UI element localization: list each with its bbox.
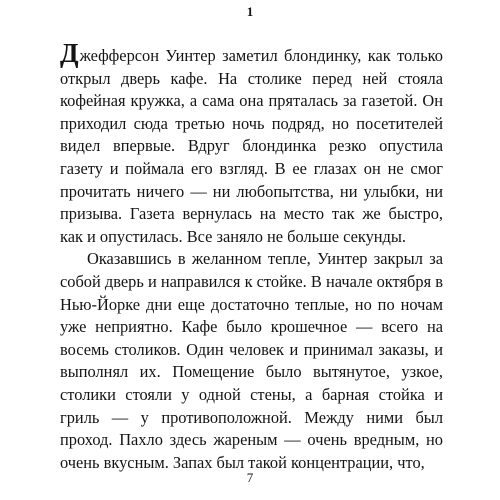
drop-cap: Д [60, 38, 79, 68]
paragraph-2: Оказавшись в желанном тепле, Уинтер закрыл за собой дверь и направился к стойке. В начале октября в Нью-Йорке дни еще достаточно теплые, но по ночам уже неприятно. Кафе было крошечное — всего на восемь столиков. Один человек и принимал заказы, и выполнял их. Помещение было вытянутое, узкое, столики стояли у одной стены, а барная стойка и гриль — у противоположной. Между ними был проход. Пахло здесь жареным — очень вредным, но очень вкусным. Запах был такой концентрации, что, [60, 249, 443, 472]
paragraph-1 [60, 38, 443, 248]
paragraph-1-text: жефферсон Уинтер заметил блондинку, как только открыл дверь кафе. На столике перед ней стояла кофейная кружка, а сама она пряталась за газетой. Он приходил сюда третью ночь подряд, но посетителей видел впервые. Вдруг блондинка резко опустила газету и поймала его взгляд. В ее глазах он не смог прочитать ничего — ни любопытства, ни улыбки, ни призыва. Газета вернулась на место так же быстро, как и опустилась. Все заняло не больше секунды. [60, 46, 443, 246]
chapter-number: 1 [246, 4, 254, 19]
body-text [60, 38, 443, 474]
page-number: 7 [246, 470, 254, 485]
